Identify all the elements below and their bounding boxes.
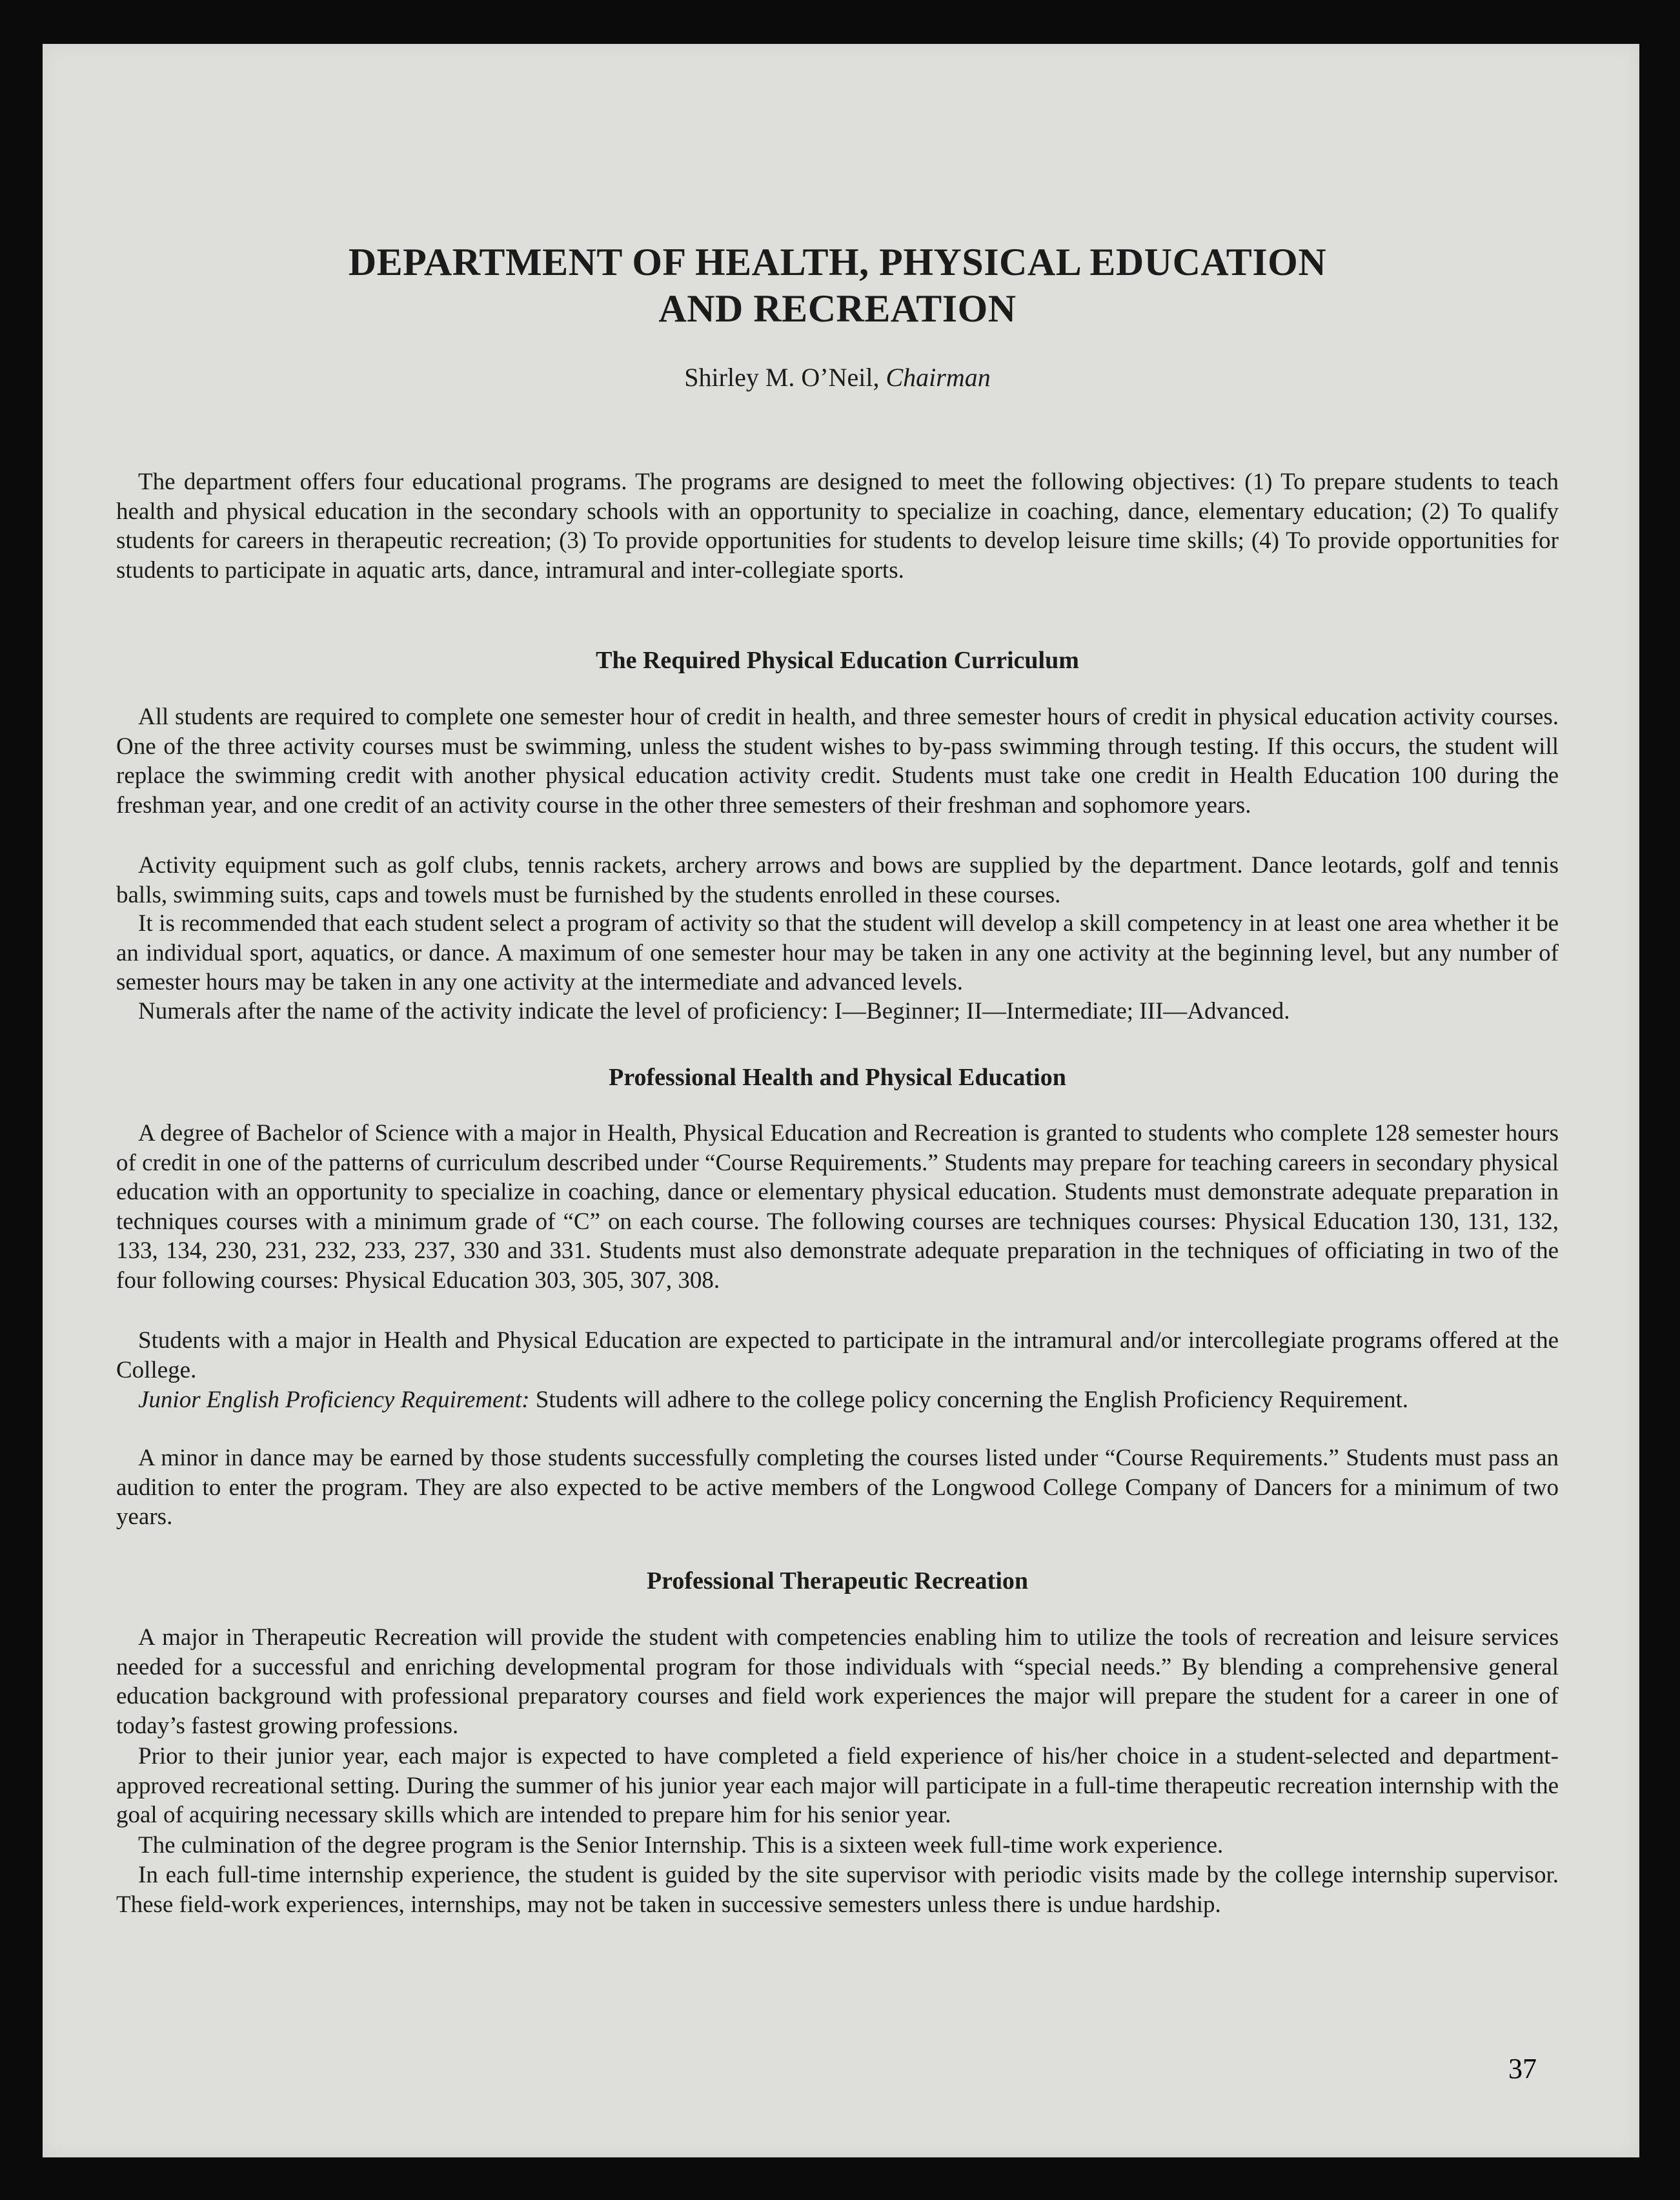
chairman-role: Chairman [886, 363, 991, 392]
page-number: 37 [1508, 2053, 1537, 2084]
therapeutic-paragraph-3: The culmination of the degree program is the Senior Internship. This is a sixteen week full-time work experience. [138, 1832, 1224, 1859]
section-heading-professional-health: Professional Health and Physical Education [609, 1064, 1066, 1091]
curriculum-paragraph-2: Activity equipment such as golf clubs, tennis rackets, archery arrows and bows are supplied by the department. Dance leotards, golf and tennis balls, swimming suits, caps and towels must be furnished by the students enrolled in these courses. [116, 852, 1559, 908]
therapeutic-paragraph-2: Prior to their junior year, each major is expected to have completed a field experience of his/her choice in a student-selected and department-approved recreational setting. During the summer of his junior year each major will participate in a full-time therapeutic recreation internship with the goal of acquiring necessary skills which are intended to prepare him for his senior year. [116, 1743, 1559, 1828]
dance-minor-paragraph: A minor in dance may be earned by those students successfully completing the courses listed under “Course Requirements.” Students must pass an audition to enter the program. They are also expected to be active members of the Longwood College Company of Dancers for a minimum of two years. [116, 1445, 1559, 1530]
section-heading-therapeutic-recreation: Professional Therapeutic Recreation [646, 1567, 1029, 1594]
title-line-2: AND RECREATION [658, 287, 1017, 330]
health-paragraph-1: A degree of Bachelor of Science with a major in Health, Physical Education and Recreation is granted to students who complete 128 semester hours of credit in one of the patterns of curriculum described under “Course Requirements.” Students may prepare for teaching careers in secondary physical education with an opportunity to specialize in coaching, dance or elementary physical education. Students must demonstrate adequate preparation in techniques courses with a minimum grade of “C” on each course. The following courses are techniques courses: Physical Education 130, 131, 132, 133, 134, 230, 231, 232, 233, 237, 330 and 331. Students must also demonstrate adequate preparation in the techniques of officiating in two of the four following courses: Physical Education 303, 305, 307, 308. [116, 1120, 1559, 1294]
title-line-1: DEPARTMENT OF HEALTH, PHYSICAL EDUCATION [348, 241, 1327, 283]
page [43, 44, 1639, 2157]
chairman-name: Shirley M. O’Neil, [684, 363, 886, 392]
junior-english-paragraph: Junior English Proficiency Requirement: Students will adhere to the college policy concerning the English Proficiency Requirement. [138, 1387, 1408, 1413]
junior-english-label: Junior English Proficiency Requirement: [138, 1387, 530, 1413]
health-paragraph-2: Students with a major in Health and Physical Education are expected to participate in the intramural and/or intercollegiate programs offered at the College. [116, 1327, 1559, 1383]
chairman-line [116, 362, 1559, 394]
page-title [116, 239, 1559, 332]
curriculum-paragraph-4: Numerals after the name of the activity indicate the level of proficiency: I—Beginner; II—Intermediate; III—Advanced. [138, 998, 1290, 1024]
curriculum-paragraph-1: All students are required to complete one semester hour of credit in health, and three semester hours of credit in physical education activity courses. One of the three activity courses must be swimming, unless the student wishes to by-pass swimming through testing. If this occurs, the student will replace the swimming credit with another physical education activity credit. Students must take one credit in Health Education 100 during the freshman year, and one credit of an activity course in the other three semesters of their freshman and sophomore years. [116, 704, 1559, 819]
intro-paragraph: The department offers four educational programs. The programs are designed to meet the following objectives: (1) To prepare students to teach health and physical education in the secondary schools with an opportunity to specialize in coaching, dance, elementary education; (2) To qualify students for careers in therapeutic recreation; (3) To provide opportunities for students to develop leisure time skills; (4) To provide opportunities for students to participate in aquatic arts, dance, intramural and inter-collegiate sports. [116, 469, 1559, 584]
section-heading-required-curriculum: The Required Physical Education Curriculum [596, 647, 1079, 674]
therapeutic-paragraph-1: A major in Therapeutic Recreation will provide the student with competencies enabling him to utilize the tools of recreation and leisure services needed for a successful and enriching developmental program for those individuals with “special needs.” By blending a comprehensive general education background with professional preparatory courses and field work experiences the major will prepare the student for a career in one of today’s fastest growing professions. [116, 1624, 1559, 1739]
therapeutic-paragraph-4: In each full-time internship experience, the student is guided by the site supervisor with periodic visits made by the college internship supervisor. These field-work experiences, internships, may not be taken in successive semesters unless there is undue hardship. [116, 1862, 1559, 1918]
curriculum-paragraph-3: It is recommended that each student select a program of activity so that the student will develop a skill competency in at least one area whether it be an individual sport, aquatics, or dance. A maximum of one semester hour may be taken in any one activity at the beginning level, but any number of semester hours may be taken in any one activity at the intermediate and advanced levels. [116, 910, 1559, 995]
